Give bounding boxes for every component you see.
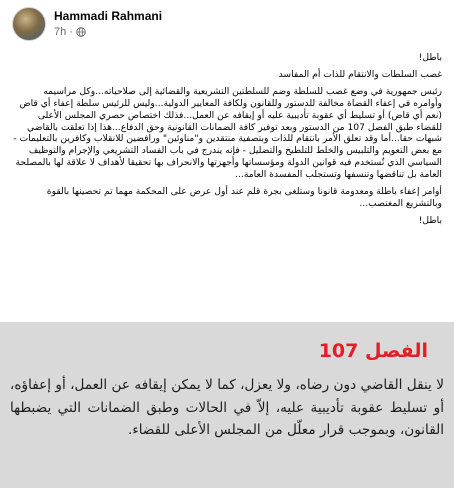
image-title: الفصل 107: [318, 340, 428, 362]
post-paragraph: باطل!: [418, 52, 442, 63]
post-paragraph: غصب السلطات والانتقام للذات أم المفاسد: [278, 68, 442, 80]
post-paragraph: رئيس جمهورية في وضع غصب للسلطة وضم للسلطتين التشريعية والقضائية إلى صلاحياته...وكل مراسيمه وأوامره في إعفاء القضاة مخالفة للدستور وللقانون ولكافة المعايير الدولية...وليس للرئيس سلطة إعفاء أي قاض (نعم أي قاض) أو تسليط أي عقوبة تأديبية عليه أو إيقافه عن العمل...فذلك اختصاص حصري المجلس الأعلى للقضاء طبق الفصل 107 من الدستور وبعد توفير كافة الضمانات القانونية وحق الدفاع...هذا إذا تعلقت بالقاضي شبهات حقا...أما وقد تعلق الأمر بانتقام للذات وبتصفية منتقدين و"مناوئين" ورافضين للانقلاب وكافرين بالتعليمات - مع بعض التعويم والتلبيس والخلط للتلطيخ والتضليل - فإنه يندرج في باب الفساد التشريعي والإجرام والتوظيف السياسي الذي تُستخدم فيه قوانين الدولة ومؤسساتها وأجهزتها والانحراف بها تحقيقا لأهداف لا علاقة لها بالمصلحة العامة بل تناقضها وتنسفها وتستجلب المفسدة العامة...: [13, 85, 442, 181]
post-header: [0, 0, 454, 48]
post-image[interactable]: [0, 322, 454, 488]
post-time[interactable]: 7h: [54, 26, 67, 38]
globe-icon[interactable]: [76, 27, 86, 37]
image-body-text: لا ينقل القاضي دون رضاه، ولا يعزل، كما لا يمكن إيقافه عن العمل، أو إعفاؤه، أو تسليط عقوبة تأديبية عليه، إلاّ في الحالات وطبق الضمانات التي يضبطها القانون، وبموجب قرار معلّل من المجلس الأعلى للقضاء.: [10, 377, 444, 439]
post-meta: [54, 26, 86, 38]
post-paragraph: أوامر إعفاء باطلة ومعدومة قانونا وستلغى بجرة قلم عند أول عرض على المحكمة مهما تم تحصينها بالقوة وبالتشريع المغتصب...: [46, 186, 442, 209]
author-name[interactable]: Hammadi Rahmani: [54, 9, 163, 23]
post-paragraph: باطل!: [418, 214, 442, 226]
post-text: [12, 52, 442, 232]
meta-separator: ·: [69, 26, 73, 38]
author-avatar[interactable]: [12, 7, 46, 41]
